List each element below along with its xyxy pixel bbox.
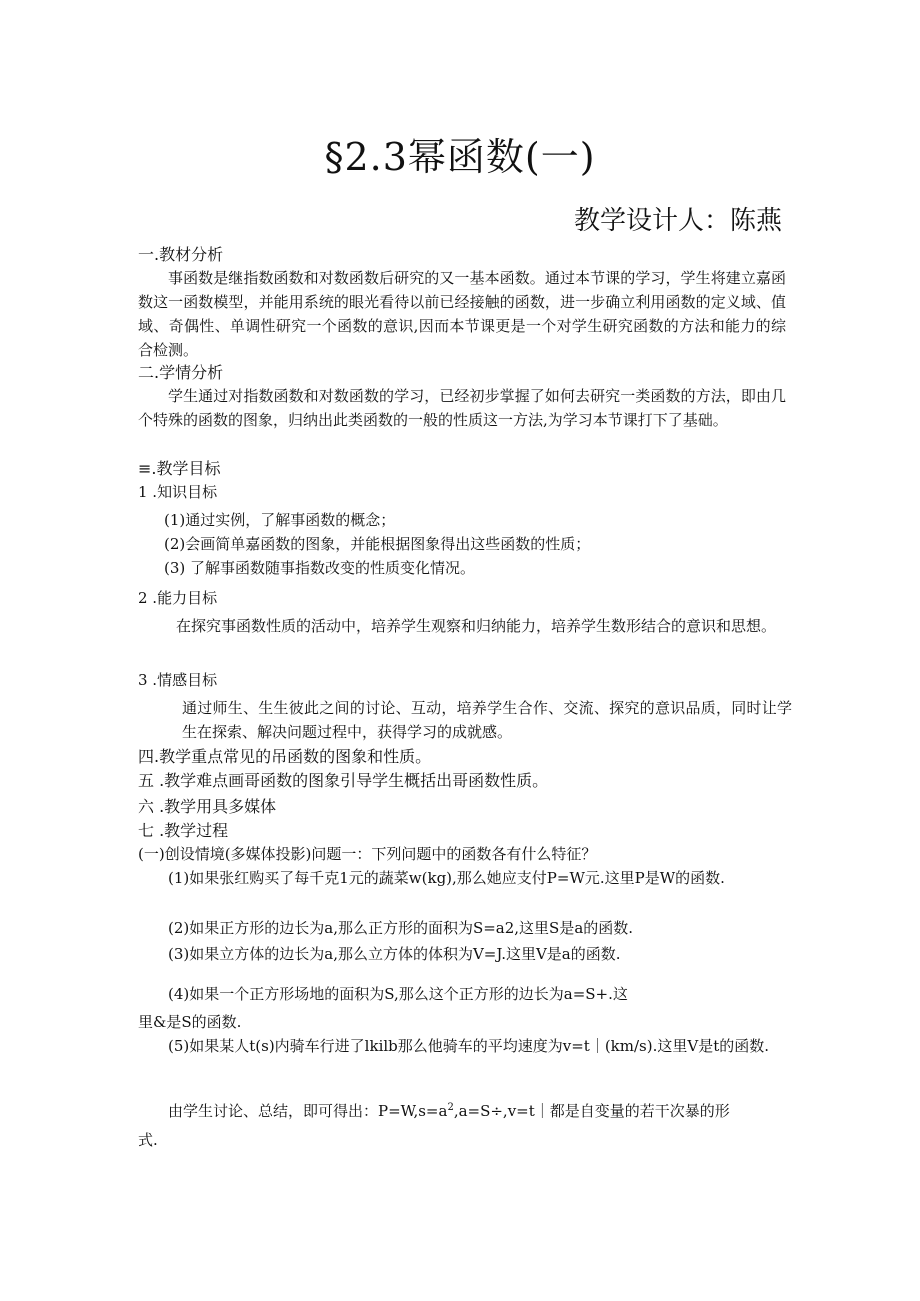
- summary-part-b: ,a=S÷,v=t｜都是自变量的若干次暴的形: [453, 1102, 730, 1120]
- question-2: (2)如果正方形的边长为a,那么正方形的面积为S=a2,这里S是a的函数.: [168, 919, 634, 937]
- summary-part-a: 由学生讨论、总结，即可得出：P=W,s=a: [168, 1102, 448, 1120]
- knowledge-goal-1: (1)通过实例，了解事函数的概念；: [164, 511, 396, 529]
- emotion-goal-body: 通过师生、生生彼此之间的讨论、互动，培养学生合作、交流、探究的意识品质，同时让学生在探索、解决问题过程中，获得学习的成就感。: [182, 699, 792, 741]
- summary-superscript: 2: [447, 1102, 454, 1113]
- knowledge-goal-heading: 1 .知识目标: [138, 483, 218, 501]
- summary-line-2: 式.: [138, 1131, 158, 1149]
- section-4: 四.教学重点常见的吊函数的图象和性质。: [138, 747, 432, 766]
- question-4-line-1: (4)如果一个正方形场地的面积为S,那么这个正方形的边长为a=S+.这: [168, 985, 628, 1003]
- ability-goal-body: 在探究事函数性质的活动中，培养学生观察和归纳能力，培养学生数形结合的意识和思想。: [176, 617, 777, 635]
- question-4-line-2: 里&是S的函数.: [138, 1013, 242, 1031]
- section-2-heading: 二.学情分析: [138, 363, 224, 382]
- emotion-goal-heading: 3 .情感目标: [138, 671, 218, 689]
- page-title: §2.3幂函数(一): [324, 135, 596, 179]
- process-intro: (一)创设情境(多媒体投影)问题一：下列问题中的函数各有什么特征？: [138, 845, 597, 863]
- summary-line-1: [168, 1096, 730, 1123]
- question-5: (5)如果某人t(s)内骑车行进了lkilb那么他骑车的平均速度为v=t｜(km/s).这里V是t的函数.: [168, 1037, 769, 1055]
- author-line: 教学设计人：陈燕: [573, 206, 782, 236]
- ability-goal-heading: 2 .能力目标: [138, 589, 218, 607]
- question-1: (1)如果张红购买了每千克1元的蔬菜w(kg),那么她应支付P=W元.这里P是W的函数.: [168, 869, 725, 887]
- section-7: 七 .教学过程: [138, 821, 229, 840]
- section-1-heading: 一.教材分析: [138, 245, 224, 264]
- section-3-heading: ≡.教学目标: [138, 459, 221, 478]
- section-6: 六 .教学用具多媒体: [138, 797, 277, 816]
- section-5: 五 .教学难点画哥函数的图象引导学生概括出哥函数性质。: [138, 771, 549, 790]
- section-2-body: 学生通过对指数函数和对数函数的学习，已经初步掌握了如何去研究一类函数的方法，即由几个特殊的函数的图象，归纳出此类函数的一般的性质这一方法,为学习本节课打下了基础。: [138, 387, 786, 429]
- knowledge-goal-2: (2)会画简单嘉函数的图象，并能根据图象得出这些函数的性质；: [164, 535, 591, 553]
- section-1-body: 事函数是继指数函数和对数函数后研究的又一基本函数。通过本节课的学习，学生将建立嘉函数这一函数模型，并能用系统的眼光看待以前已经接触的函数，进一步确立利用函数的定义域、值域、奇偶性、单调性研究一个函数的意识,因而本节课更是一个对学生研究函数的方法和能力的综合检测。: [138, 269, 786, 359]
- knowledge-goal-3: (3) 了解事函数随事指数改变的性质变化情况。: [164, 559, 476, 577]
- question-3: (3)如果立方体的边长为a,那么立方体的体积为V=J.这里V是a的函数.: [168, 945, 621, 963]
